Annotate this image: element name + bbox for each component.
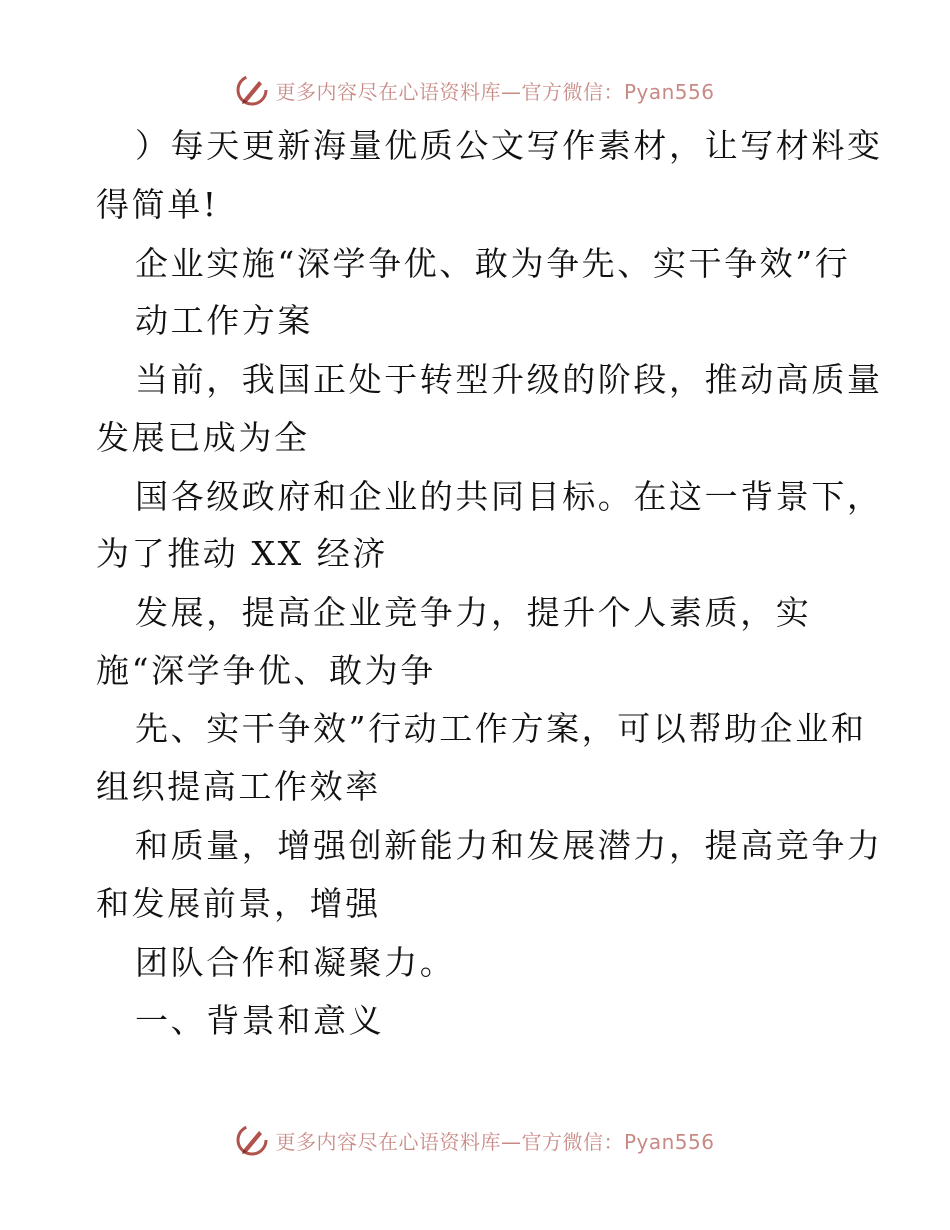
body-line-2: 得简单! (96, 185, 219, 224)
footer-banner (0, 1120, 950, 1160)
body-line-3: 当前，我国正处于转型升级的阶段，推动高质量 (135, 360, 883, 399)
document-title-line-2: 动工作方案 (135, 301, 313, 340)
body-line-9: 先、实干争效”行动工作方案，可以帮助企业和 (135, 709, 867, 748)
body-line-10: 组织提高工作效率 (96, 767, 381, 806)
body-line-5: 国各级政府和企业的共同目标。在这一背景下， (135, 477, 883, 516)
footer-banner-text: 更多内容尽在心语资料库—官方微信：Pyan556 (275, 1129, 715, 1154)
body-line-13: 团队合作和凝聚力。 (135, 943, 456, 982)
body-line-12: 和发展前景，增强 (96, 884, 381, 923)
pen-swirl-logo-icon (235, 1123, 269, 1157)
header-banner (0, 70, 950, 110)
section-heading: 一、背景和意义 (135, 1001, 385, 1040)
body-line-4: 发展已成为全 (96, 418, 310, 457)
header-banner-text: 更多内容尽在心语资料库—官方微信：Pyan556 (275, 79, 715, 104)
body-line-8: 施“深学争优、敢为争 (96, 651, 436, 690)
body-line-11: 和质量，增强创新能力和发展潜力，提高竞争力 (135, 826, 883, 865)
body-line-1: ）每天更新海量优质公文写作素材，让写材料变 (135, 126, 883, 165)
document-title-line-1: 企业实施“深学争优、敢为争先、实干争效”行 (135, 244, 851, 283)
pen-swirl-logo-icon (235, 73, 269, 107)
body-line-7: 发展，提高企业竞争力，提升个人素质，实 (135, 593, 812, 632)
body-line-6: 为了推动 XX 经济 (96, 534, 388, 573)
